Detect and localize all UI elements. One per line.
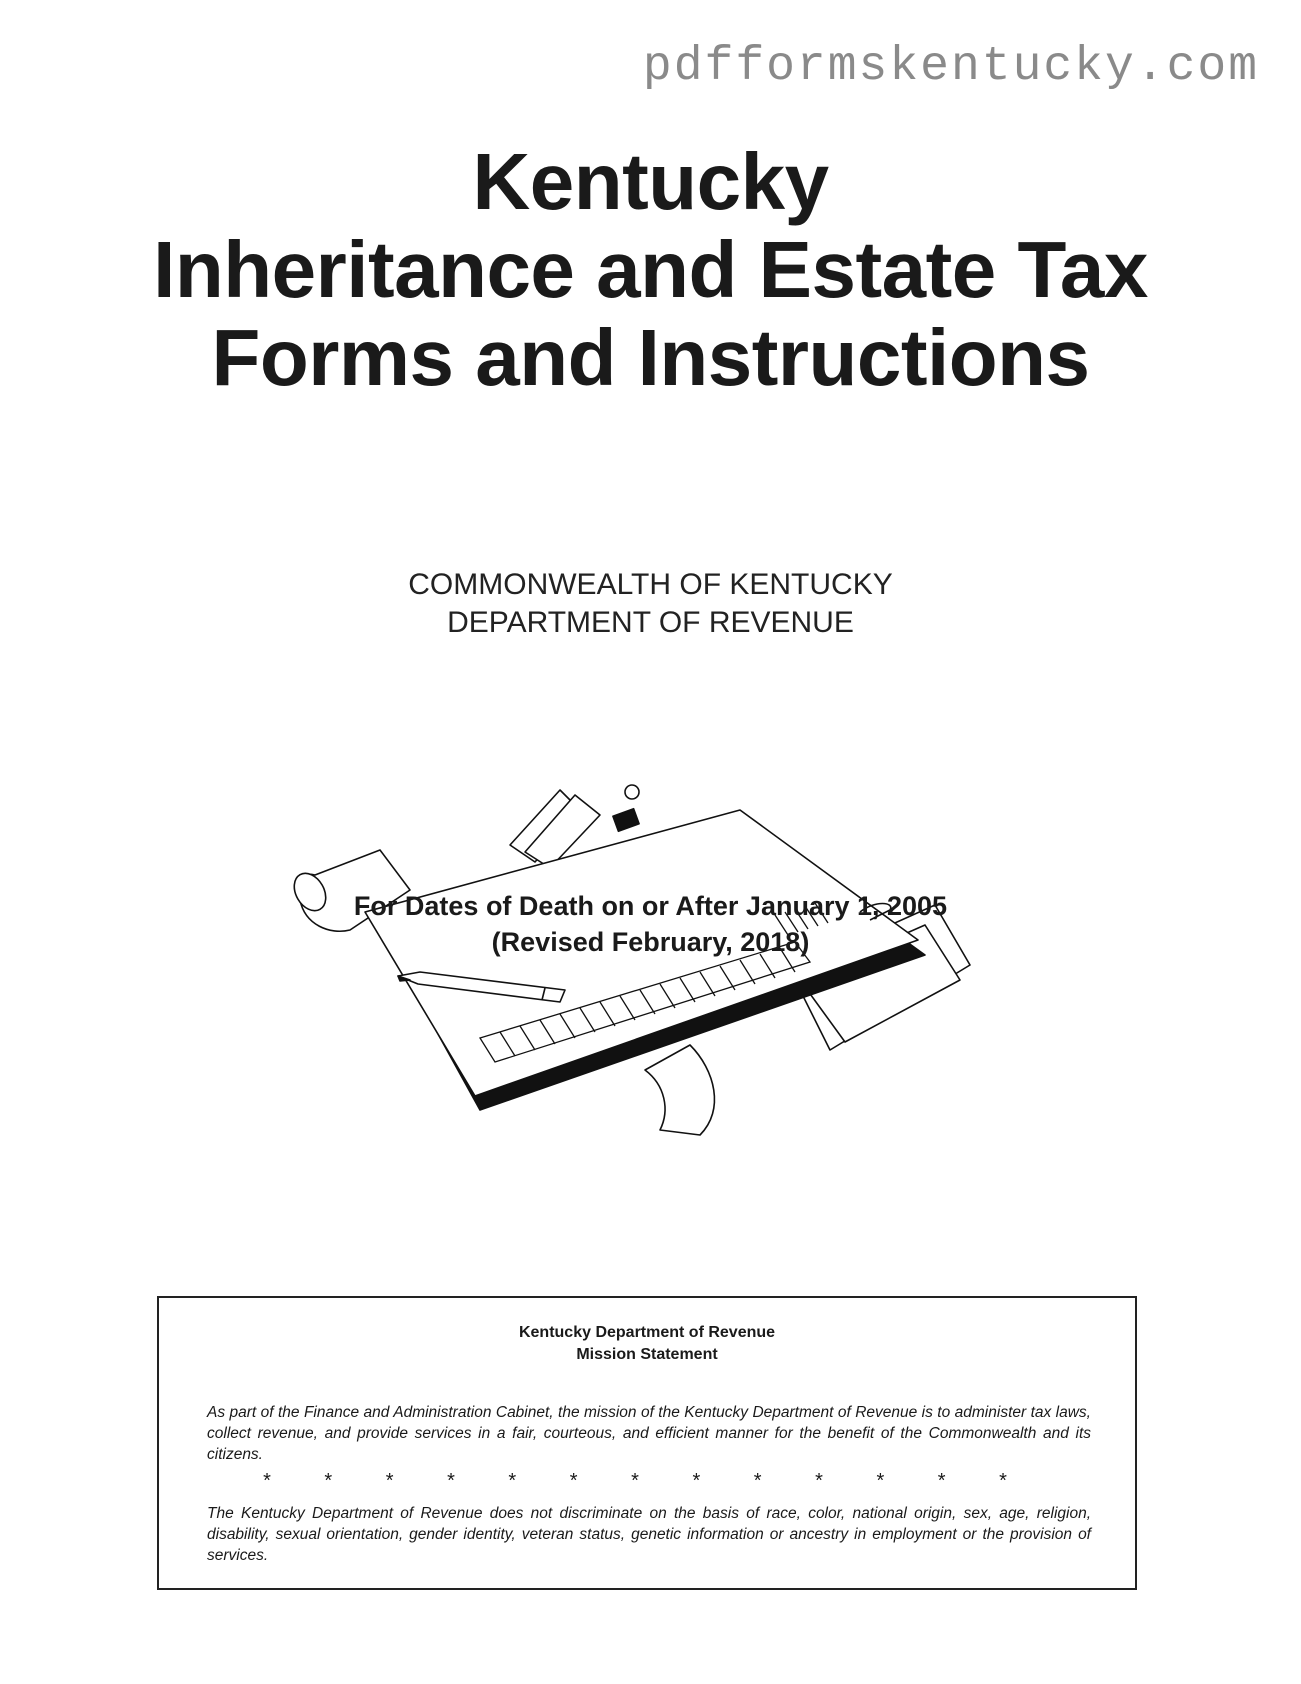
mission-heading (159, 1322, 1135, 1366)
revision-date: (Revised February, 2018) (491, 927, 810, 957)
dates-applicability: For Dates of Death on or After January 1, 2005 (353, 891, 948, 921)
watermark: pdfformskentucky.com (642, 40, 1259, 94)
agency-block (0, 566, 1301, 642)
mission-statement-box (157, 1296, 1137, 1590)
mission-heading-department: Kentucky Department of Revenue (518, 1324, 776, 1341)
title-line-1: Kentucky (472, 137, 829, 226)
star-separator: * * * * * * * * * * * * * (263, 1470, 1031, 1492)
tax-forms-illustration (270, 780, 1050, 1180)
agency-department: DEPARTMENT OF REVENUE (447, 606, 854, 639)
nondiscrimination-paragraph: The Kentucky Department of Revenue does not discriminate on the basis of race, color, national origin, sex, age, religion, disability, sexual orientation, gender identity, veteran status, genetic information or ancestry in employment or the provision of services. (207, 1505, 1091, 1564)
mission-paragraph: As part of the Finance and Administration Cabinet, the mission of the Kentucky Department of Revenue is to administer tax laws, collect revenue, and provide services in a fair, courteous, and efficient manner for the benefit of the Commonwealth and its citizens. (207, 1404, 1091, 1463)
dates-block (0, 888, 1301, 960)
title-line-3: Forms and Instructions (211, 313, 1090, 402)
title-line-2: Inheritance and Estate Tax (153, 225, 1148, 314)
hanging-strip (645, 1045, 714, 1135)
agency-commonwealth: COMMONWEALTH OF KENTUCKY (408, 568, 893, 601)
document-title (0, 138, 1301, 402)
binder-clip-loop (625, 785, 639, 799)
mission-heading-title: Mission Statement (576, 1346, 718, 1363)
binder-clip (613, 809, 639, 832)
